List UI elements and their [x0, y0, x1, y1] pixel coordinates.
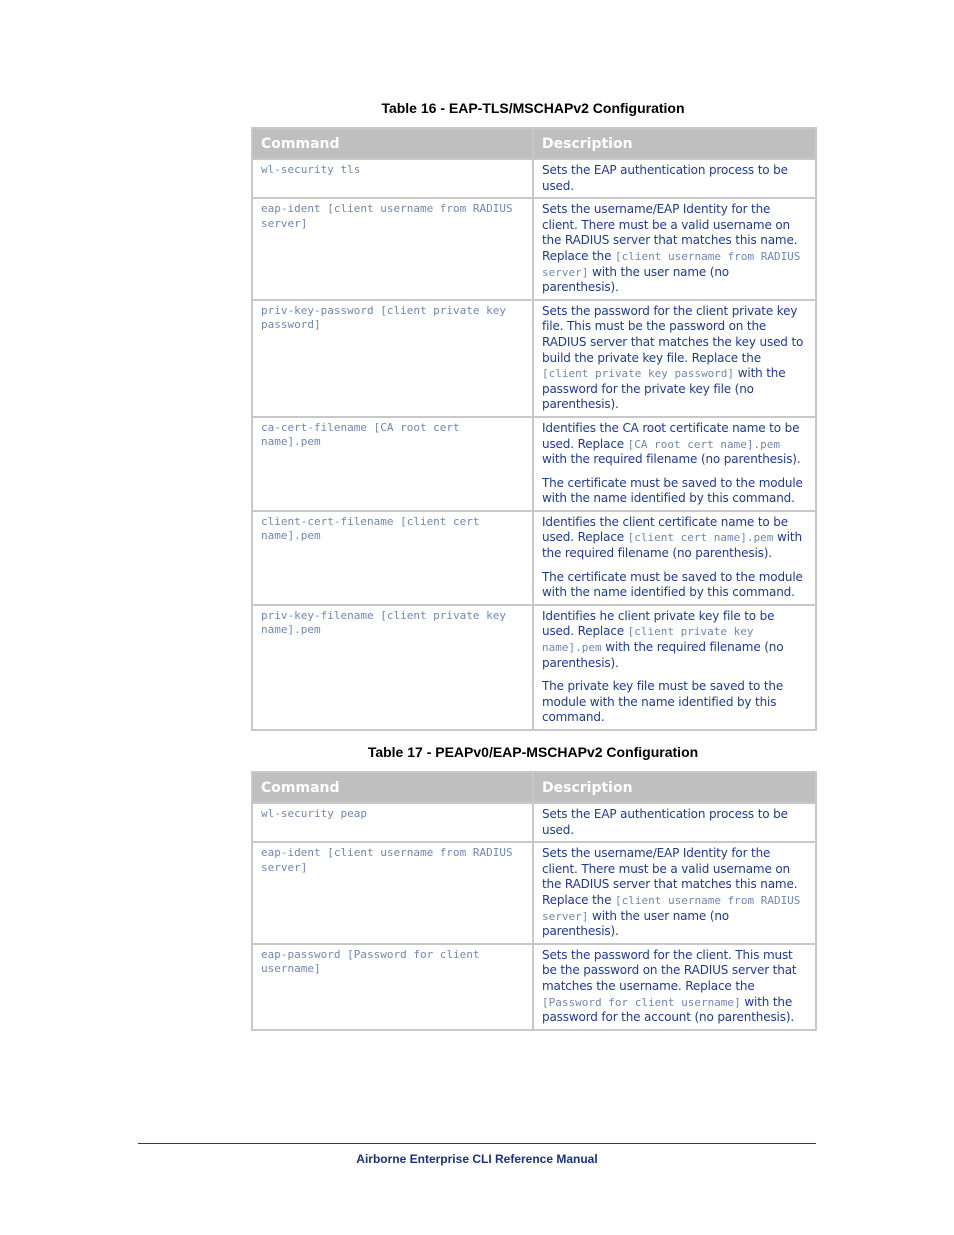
description-text: Identifies the CA root certificate name to be used. Replace	[542, 420, 800, 451]
description-text: Sets the username/EAP Identity for the client. There must be a valid username on the RADIUS server that matches this name. Replace the	[542, 202, 798, 263]
description-paragraph	[542, 202, 807, 296]
description-paragraph	[542, 476, 807, 507]
description-text: Sets the password for the client private key file. This must be the password on the RADIUS server that matches the key used to build the private key file. Replace the	[542, 303, 804, 365]
command-cell: ca-cert-filename [CA root cert name].pem	[252, 417, 533, 511]
description-paragraph	[542, 515, 807, 562]
description-text: Identifies he client private key file to be used. Replace	[542, 608, 775, 639]
table-row	[252, 803, 816, 842]
description-cell	[533, 605, 816, 730]
description-text: Sets the username/EAP Identity for the client. There must be a valid username on the RADIUS server that matches this name. Replace the	[542, 846, 798, 907]
description-paragraph	[542, 609, 807, 671]
footer-divider	[138, 1143, 816, 1144]
table-row	[252, 511, 816, 605]
description-cell	[533, 417, 816, 511]
description-paragraph	[542, 421, 807, 468]
description-cell	[533, 198, 816, 300]
command-cell: eap-ident [client username from RADIUS server]	[252, 842, 533, 944]
description-paragraph	[542, 807, 807, 838]
description-paragraph	[542, 163, 807, 194]
description-paragraph	[542, 304, 807, 413]
table-row	[252, 605, 816, 730]
description-text: The certificate must be saved to the module with the name identified by this command.	[542, 569, 803, 600]
inline-code: [client username from RADIUS server]	[542, 249, 801, 279]
inline-code: [client cert name].pem	[627, 531, 774, 545]
description-paragraph	[542, 846, 807, 940]
description-cell	[533, 511, 816, 605]
description-text: Sets the EAP authentication process to be used.	[542, 163, 788, 193]
command-cell: wl-security tls	[252, 159, 533, 198]
footer-title: Airborne Enterprise CLI Reference Manual	[356, 1152, 598, 1166]
description-text: with the user name (no parenthesis).	[542, 264, 729, 295]
table-17-caption: Table 17 - PEAPv0/EAP-MSCHAPv2 Configuration	[367, 744, 699, 760]
description-cell	[533, 944, 816, 1030]
description-paragraph	[542, 948, 807, 1026]
table-17	[251, 771, 817, 1031]
inline-code: [CA root cert name].pem	[627, 437, 780, 451]
description-text: with the required filename (no parenthesis).	[542, 530, 802, 561]
table-row	[252, 417, 816, 511]
inline-code: [Password for client username]	[542, 995, 741, 1009]
description-cell	[533, 803, 816, 842]
command-column-header: Command	[252, 128, 533, 159]
table-17-body	[252, 803, 816, 1030]
command-cell: wl-security peap	[252, 803, 533, 842]
description-cell	[533, 300, 816, 417]
table-16	[251, 127, 817, 731]
description-text: The certificate must be saved to the module with the name identified by this command.	[542, 475, 803, 506]
command-cell: eap-password [Password for client username]	[252, 944, 533, 1030]
description-paragraph	[542, 570, 807, 601]
table-row	[252, 300, 816, 417]
description-text: with the password for the private key file (no parenthesis).	[542, 366, 786, 412]
command-cell: priv-key-password [client private key password]	[252, 300, 533, 417]
inline-code: [client username from RADIUS server]	[542, 893, 801, 923]
table-row	[252, 159, 816, 198]
table-16-body	[252, 159, 816, 730]
description-text: with the required filename (no parenthesis).	[542, 640, 784, 670]
table-header-row	[252, 128, 816, 159]
description-column-header: Description	[533, 128, 816, 159]
description-paragraph	[542, 679, 807, 726]
description-text: with the user name (no parenthesis).	[542, 908, 729, 939]
table-header-row	[252, 772, 816, 803]
table-row	[252, 944, 816, 1030]
table-row	[252, 842, 816, 944]
description-text: Sets the password for the client. This must be the password on the RADIUS server that matches the username. Replace the	[542, 947, 797, 993]
description-column-header: Description	[533, 772, 816, 803]
description-text: with the password for the account (no parenthesis).	[542, 994, 795, 1025]
description-text: Identifies the client certificate name to be used. Replace	[542, 514, 788, 545]
description-text: Sets the EAP authentication process to be used.	[542, 807, 788, 837]
table-row	[252, 198, 816, 300]
description-text: with the required filename (no parenthesis).	[542, 452, 801, 467]
command-column-header: Command	[252, 772, 533, 803]
description-cell	[533, 159, 816, 198]
command-cell: client-cert-filename [client cert name].pem	[252, 511, 533, 605]
inline-code: [client private key password]	[542, 367, 735, 381]
description-cell	[533, 842, 816, 944]
command-cell: priv-key-filename [client private key name].pem	[252, 605, 533, 730]
inline-code: [client private key name].pem	[542, 625, 754, 655]
description-text: The private key file must be saved to the module with the name identified by this command.	[542, 679, 784, 725]
table-16-caption: Table 16 - EAP-TLS/MSCHAPv2 Configuration	[381, 100, 685, 116]
command-cell: eap-ident [client username from RADIUS server]	[252, 198, 533, 300]
